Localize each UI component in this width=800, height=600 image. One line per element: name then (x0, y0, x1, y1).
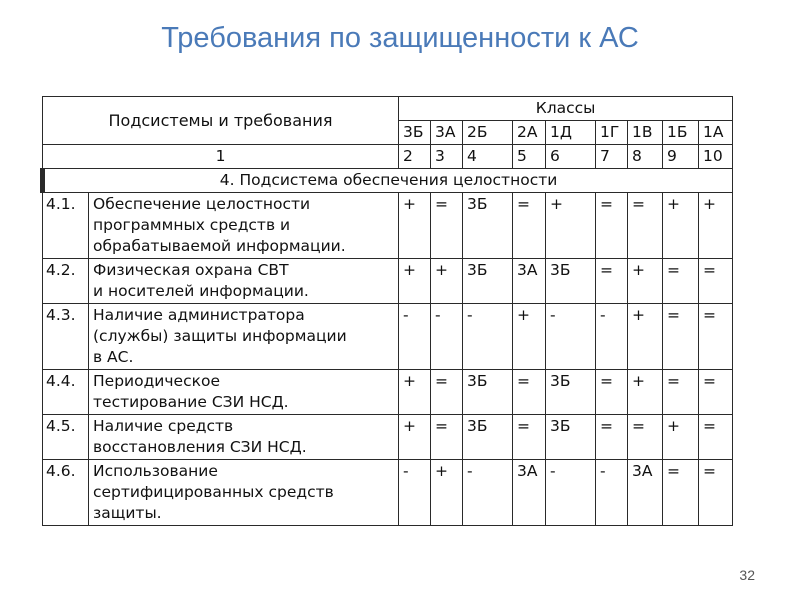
subsystems-header: Подсистемы и требования (43, 97, 399, 145)
class-mark: - (596, 460, 628, 526)
description-line: восстановления СЗИ НСД. (93, 438, 307, 456)
table-row (43, 460, 733, 526)
requirement-description (89, 370, 399, 415)
class-mark: = (699, 415, 733, 460)
class-mark: + (699, 193, 733, 259)
header-row (43, 97, 733, 121)
class-mark: - (463, 460, 513, 526)
class-header-cell: 3Б (399, 121, 431, 145)
class-mark: 3А (513, 259, 546, 304)
classes-header: Классы (399, 97, 733, 121)
class-mark: = (431, 193, 463, 259)
class-header-cell: 1Д (546, 121, 596, 145)
table-row (43, 259, 733, 304)
class-mark: - (431, 304, 463, 370)
class-mark: + (399, 259, 431, 304)
class-mark: = (663, 304, 699, 370)
description-line: Наличие администратора (93, 306, 305, 324)
description-line: в АС. (93, 348, 134, 366)
page-number: 32 (739, 567, 755, 583)
column-index-cell: 7 (596, 145, 628, 169)
class-mark: 3Б (463, 193, 513, 259)
class-mark: + (663, 193, 699, 259)
class-mark: 3Б (463, 415, 513, 460)
requirement-number: 4.6. (43, 460, 89, 526)
class-mark: = (663, 259, 699, 304)
class-mark: + (628, 304, 663, 370)
class-mark: 3Б (546, 415, 596, 460)
class-mark: = (596, 415, 628, 460)
class-mark: = (513, 370, 546, 415)
class-mark: + (546, 193, 596, 259)
class-mark: 3Б (546, 370, 596, 415)
class-mark: = (596, 193, 628, 259)
column-index-cell: 6 (546, 145, 596, 169)
description-line: (службы) защиты информации (93, 327, 347, 345)
class-mark: + (513, 304, 546, 370)
class-mark: + (399, 370, 431, 415)
class-mark: = (513, 193, 546, 259)
description-line: сертифицированных средств (93, 483, 334, 501)
class-mark: - (399, 460, 431, 526)
class-mark: = (663, 370, 699, 415)
requirements-table (40, 96, 733, 526)
class-mark: - (546, 460, 596, 526)
class-mark: = (699, 460, 733, 526)
class-mark: - (463, 304, 513, 370)
class-mark: = (699, 304, 733, 370)
class-header-cell: 2Б (463, 121, 513, 145)
description-line: Физическая охрана СВТ (93, 261, 289, 279)
table-row (43, 193, 733, 259)
class-mark: 3Б (546, 259, 596, 304)
description-line: Использование (93, 462, 218, 480)
class-mark: = (663, 460, 699, 526)
class-mark: = (628, 193, 663, 259)
class-mark: = (699, 259, 733, 304)
class-header-cell: 1В (628, 121, 663, 145)
class-mark: + (628, 370, 663, 415)
description-line: Наличие средств (93, 417, 234, 435)
class-mark: 3А (513, 460, 546, 526)
class-mark: = (513, 415, 546, 460)
requirement-number: 4.5. (43, 415, 89, 460)
requirement-description (89, 415, 399, 460)
description-line: программных средств и (93, 216, 291, 234)
class-mark: = (596, 370, 628, 415)
description-line: обрабатываемой информации. (93, 237, 346, 255)
description-line: Обеспечение целостности (93, 195, 311, 213)
description-line: Периодическое (93, 372, 220, 390)
section-title: 4. Подсистема обеспечения целостности (43, 169, 733, 193)
class-mark: - (399, 304, 431, 370)
class-header-cell: 1А (699, 121, 733, 145)
class-mark: = (431, 370, 463, 415)
class-mark: + (431, 259, 463, 304)
column-index-cell: 4 (463, 145, 513, 169)
class-mark: + (663, 415, 699, 460)
requirement-number: 4.4. (43, 370, 89, 415)
column-index-row (43, 145, 733, 169)
column-index-cell: 1 (43, 145, 399, 169)
column-index-cell: 2 (399, 145, 431, 169)
class-mark: 3Б (463, 370, 513, 415)
requirement-description (89, 460, 399, 526)
class-mark: 3Б (463, 259, 513, 304)
class-mark: = (431, 415, 463, 460)
table-row (43, 370, 733, 415)
class-mark: = (628, 415, 663, 460)
description-line: защиты. (93, 504, 162, 522)
column-index-cell: 3 (431, 145, 463, 169)
table-row (43, 415, 733, 460)
class-mark: + (399, 193, 431, 259)
column-index-cell: 8 (628, 145, 663, 169)
class-mark: + (399, 415, 431, 460)
class-mark: - (596, 304, 628, 370)
section-row (43, 169, 733, 193)
description-line: тестирование СЗИ НСД. (93, 393, 289, 411)
requirement-number: 4.1. (43, 193, 89, 259)
requirement-number: 4.3. (43, 304, 89, 370)
class-header-cell: 3А (431, 121, 463, 145)
requirement-description (89, 304, 399, 370)
requirement-description (89, 259, 399, 304)
class-mark: + (431, 460, 463, 526)
requirement-number: 4.2. (43, 259, 89, 304)
class-mark: = (699, 370, 733, 415)
slide-title: Требования по защищенности к АС (161, 22, 639, 54)
class-mark: = (596, 259, 628, 304)
class-mark: 3А (628, 460, 663, 526)
table-row (43, 304, 733, 370)
description-line: и носителей информации. (93, 282, 309, 300)
column-index-cell: 9 (663, 145, 699, 169)
class-header-cell: 1Б (663, 121, 699, 145)
class-header-cell: 1Г (596, 121, 628, 145)
class-mark: - (546, 304, 596, 370)
column-index-cell: 5 (513, 145, 546, 169)
class-mark: + (628, 259, 663, 304)
requirement-description (89, 193, 399, 259)
class-header-cell: 2А (513, 121, 546, 145)
column-index-cell: 10 (699, 145, 733, 169)
